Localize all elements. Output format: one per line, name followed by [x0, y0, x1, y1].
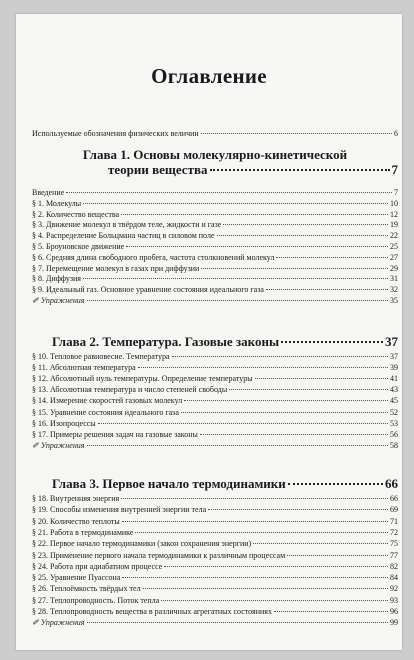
toc-entry[interactable] [32, 607, 398, 617]
dot-leader [122, 577, 388, 578]
chapter-page: 66 [385, 476, 398, 491]
dot-leader [135, 532, 388, 533]
toc-entry[interactable] [32, 584, 398, 594]
dot-leader [172, 356, 388, 357]
toc-entry[interactable] [32, 188, 398, 198]
dot-leader [164, 566, 388, 567]
toc-entry[interactable] [32, 494, 398, 504]
entry-page: 41 [390, 374, 398, 384]
toc-entry[interactable] [32, 253, 398, 263]
dot-leader [288, 483, 383, 485]
entry-label: § 14. Измерение скоростей газовых молекул [32, 396, 183, 406]
toc-entry[interactable] [32, 285, 398, 295]
dot-leader [98, 423, 388, 424]
entry-page: 22 [390, 231, 398, 241]
entry-label: § 5. Броуновское движение [32, 242, 125, 251]
dot-leader [223, 224, 388, 225]
entry-page: 56 [390, 429, 398, 439]
entry-label: § 2. Количество вещества [32, 209, 120, 219]
entry-page: 92 [390, 584, 398, 594]
dot-leader [208, 509, 388, 510]
entry-label: § 15. Уравнение состояния идеального газа [32, 407, 179, 417]
chapter-2-heading[interactable] [32, 334, 398, 349]
entry-label: § 25. Уравнение Пуассона [32, 573, 121, 583]
entry-page: 35 [390, 296, 398, 305]
toc-entry[interactable] [32, 517, 398, 527]
toc-entry[interactable] [32, 573, 398, 583]
entry-page: 25 [390, 242, 398, 251]
entry-label: § 6. Средняя длина свободного пробега, частота столкновений молекул [32, 252, 275, 262]
dot-leader [138, 367, 388, 368]
entry-page: 66 [390, 494, 398, 503]
entry-page: 45 [390, 396, 398, 406]
dot-leader [274, 611, 388, 612]
dot-leader [181, 412, 388, 413]
dot-leader [255, 378, 388, 379]
entry-label: § 17. Примеры решения задач на газовые законы [32, 429, 198, 439]
book-page [16, 14, 402, 650]
dot-leader [217, 235, 389, 236]
entry-page: 12 [390, 209, 398, 219]
entry-label: § 24. Работа при адиабатном процессе [32, 561, 163, 571]
entry-label: § 20. Количество теплоты [32, 516, 120, 526]
toc-entry-notation[interactable] [32, 129, 398, 139]
dot-leader [210, 169, 390, 171]
dot-leader [121, 498, 388, 499]
entry-label: ✐ Упражнения [32, 296, 85, 305]
toc-entry[interactable] [32, 396, 398, 406]
chapter-title-cont: теории вещества [108, 162, 208, 177]
entry-label: § 7. Перемещение молекул в газах при диффузии [32, 263, 200, 273]
entry-label: § 21. Работа в термодинамике [32, 527, 134, 537]
dot-leader [143, 588, 388, 589]
toc-entry[interactable] [32, 210, 398, 220]
entry-label: § 23. Применение первого начала термодинамики к различным процессам [32, 550, 286, 560]
chapter-title: Глава 1. Основы молекулярно-кинетической [82, 147, 348, 162]
entry-label: § 12. Абсолютный нуль температуры. Определение температуры [32, 374, 253, 384]
entry-page: 72 [390, 527, 398, 537]
entry-label: Введение [32, 188, 65, 197]
dot-leader [276, 257, 388, 258]
chapter-title: Глава 3. Первое начало термодинамики [52, 476, 286, 491]
entry-page: 27 [390, 252, 398, 262]
toc-entry[interactable] [32, 551, 398, 561]
dot-leader [66, 192, 392, 193]
toc-entry[interactable] [32, 231, 398, 241]
entry-label: § 22. Первое начало термодинамики (закон сохранения энергии) [32, 539, 252, 549]
entry-page: 6 [394, 129, 398, 138]
entry-page: 52 [390, 407, 398, 417]
dot-leader [201, 268, 388, 269]
toc-entry[interactable] [32, 408, 398, 418]
entry-label: § 1. Молекулы [32, 198, 82, 208]
toc-entry[interactable] [32, 539, 398, 549]
entry-label: ✐ Упражнения [32, 440, 85, 450]
entry-label: § 13. Абсолютная температура и число степеней свободы [32, 385, 228, 395]
toc-entry[interactable] [32, 505, 398, 515]
entry-page: 19 [390, 220, 398, 230]
entry-label: § 28. Теплопроводность вещества в различных агрегатных состояниях [32, 607, 272, 616]
entry-page: 31 [390, 274, 398, 284]
dot-leader [122, 521, 388, 522]
chapter-title: Глава 2. Температура. Газовые законы [52, 334, 280, 349]
entry-page: 10 [390, 198, 398, 208]
entry-page: 58 [390, 440, 398, 450]
chapter-page: 37 [385, 334, 398, 349]
chapter-1-heading[interactable] [32, 147, 398, 177]
toc-entry[interactable] [32, 242, 398, 252]
toc-entry[interactable] [32, 199, 398, 209]
dot-leader [201, 133, 392, 134]
dot-leader [87, 622, 388, 623]
entry-page: 7 [394, 188, 398, 197]
chapter-page: 7 [391, 162, 398, 177]
entry-page: 43 [390, 385, 398, 395]
page-title: Оглавление [151, 64, 267, 88]
entry-page: 84 [390, 573, 398, 583]
chapter-3-heading[interactable] [32, 476, 398, 491]
entry-page: 96 [390, 607, 398, 616]
entry-page: 69 [390, 505, 398, 515]
entry-label: § 26. Теплоёмкость твёрдых тел [32, 584, 141, 594]
entry-label: § 27. Теплопроводность. Поток тепла [32, 595, 160, 605]
toc-entry[interactable] [32, 562, 398, 572]
entry-label: § 9. Идеальный газ. Основное уравнение состояния идеального газа [32, 285, 264, 295]
toc-entry[interactable] [32, 264, 398, 274]
toc-entry[interactable] [32, 430, 398, 440]
entry-label: § 8. Диффузия [32, 274, 81, 284]
entry-page: 29 [390, 263, 398, 273]
toc-entry[interactable] [32, 274, 398, 284]
entry-label: § 11. Абсолютная температура [32, 363, 136, 373]
dot-leader [200, 434, 388, 435]
entry-label: § 19. Способы изменения внутренней энергии тела [32, 505, 207, 515]
entry-label: ✐ Упражнения [32, 618, 85, 628]
toc-entry[interactable] [32, 220, 398, 230]
entry-label: § 3. Движение молекул в твёрдом теле, жидкости и газе [32, 220, 222, 230]
dot-leader [87, 300, 388, 301]
toc-entry[interactable] [32, 296, 398, 306]
dot-leader [121, 214, 388, 215]
dot-leader [253, 543, 388, 544]
entry-page: 93 [390, 595, 398, 605]
entry-page: 77 [390, 550, 398, 560]
toc-entry[interactable] [32, 374, 398, 384]
entry-page: 75 [390, 539, 398, 549]
entry-label: § 10. Тепловое равновесие. Температура [32, 352, 170, 361]
entry-page: 82 [390, 561, 398, 571]
entry-page: 99 [390, 618, 398, 628]
dot-leader [229, 389, 388, 390]
entry-page: 37 [390, 352, 398, 361]
dot-leader [281, 341, 383, 343]
dot-leader [266, 289, 388, 290]
toc-entry[interactable] [32, 352, 398, 362]
toc-entry[interactable] [32, 419, 398, 429]
toc-entry[interactable] [32, 618, 398, 628]
entry-label: Используемые обозначения физических величин [32, 129, 199, 138]
toc-entry[interactable] [32, 528, 398, 538]
toc-entry[interactable] [32, 596, 398, 606]
entry-label: § 16. Изопроцессы [32, 418, 96, 428]
dot-leader [161, 600, 388, 601]
dot-leader [83, 203, 388, 204]
dot-leader [126, 246, 388, 247]
entry-page: 32 [390, 285, 398, 295]
entry-page: 71 [390, 516, 398, 526]
entry-page: 39 [390, 363, 398, 373]
toc-entry[interactable] [32, 363, 398, 373]
entry-label: § 4. Распределение Больцмана частиц в силовом поле [32, 231, 215, 241]
toc-entry[interactable] [32, 441, 398, 451]
dot-leader [87, 445, 388, 446]
entry-label: § 18. Внутренняя энергия [32, 494, 120, 503]
dot-leader [287, 555, 388, 556]
dot-leader [184, 400, 388, 401]
entry-page: 53 [390, 418, 398, 428]
toc-entry[interactable] [32, 385, 398, 395]
dot-leader [83, 278, 388, 279]
